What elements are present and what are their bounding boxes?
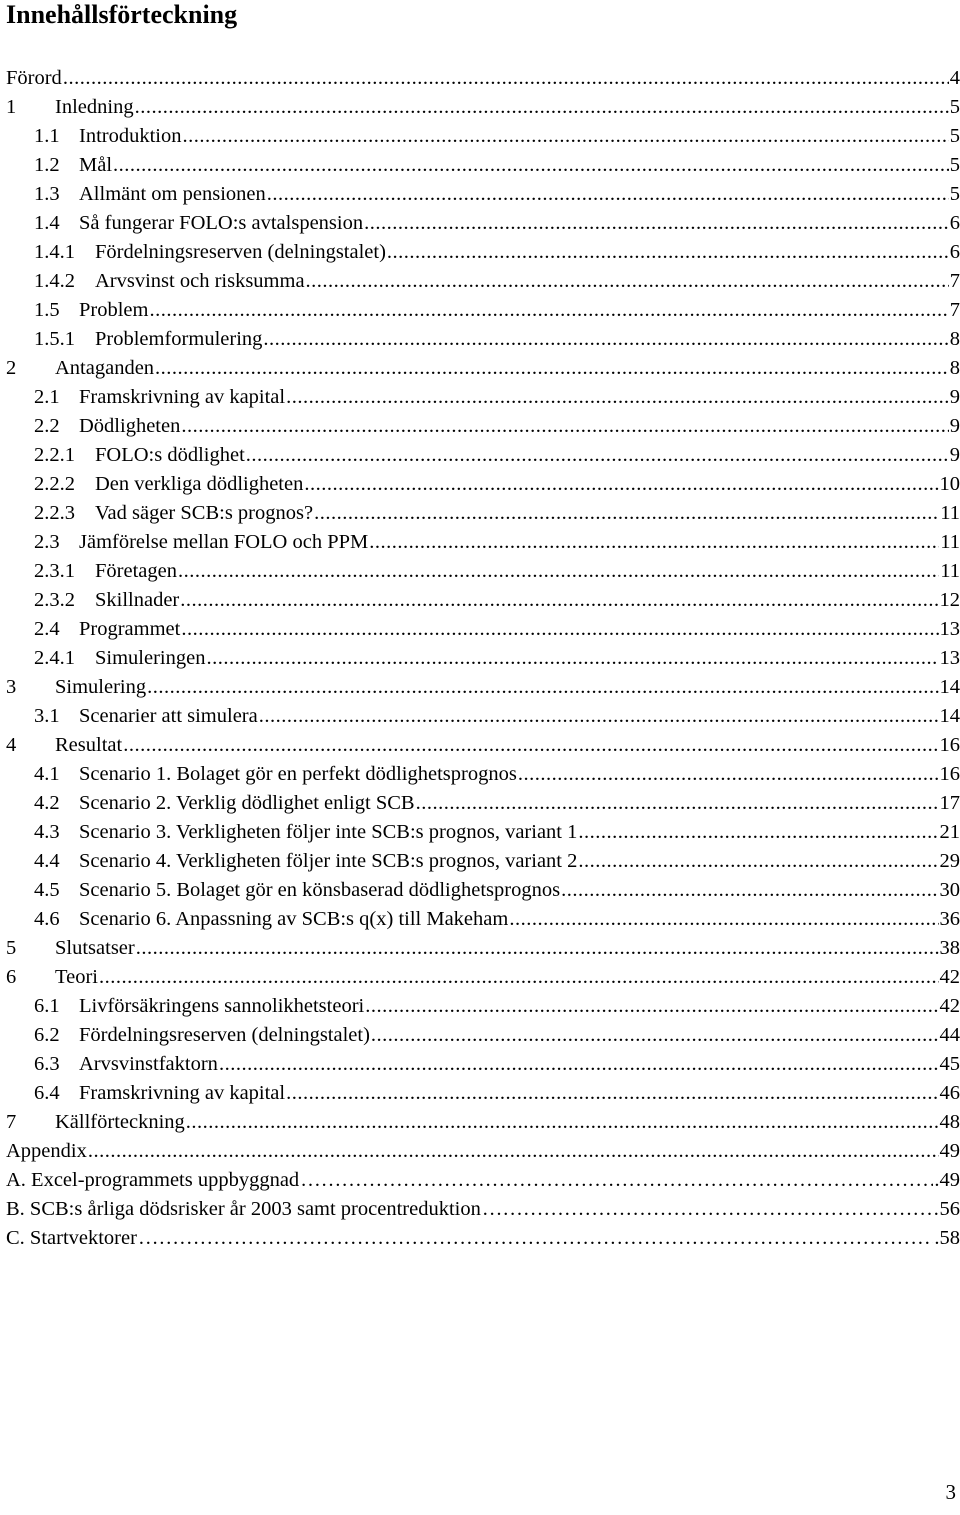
toc-entry-number: 1.4.2 bbox=[34, 270, 75, 292]
toc-entry-title: Scenario 3. Verkligheten följer inte SCB:s prognos, variant 1 bbox=[79, 821, 578, 843]
toc-entry[interactable] bbox=[6, 499, 960, 528]
toc-entry[interactable] bbox=[6, 238, 960, 267]
toc-entry-leader bbox=[365, 992, 938, 1021]
toc-entry-number: 2.4 bbox=[34, 618, 60, 640]
toc-entry-leader bbox=[286, 383, 949, 412]
toc-entry-page: 17 bbox=[939, 792, 960, 814]
toc-entry-page: 4 bbox=[949, 67, 960, 89]
toc-entry-leader bbox=[314, 499, 939, 528]
toc-entry-title: Scenario 1. Bolaget gör en perfekt dödlighetsprognos bbox=[79, 763, 517, 785]
toc-entry-page: 9 bbox=[949, 444, 960, 466]
toc-entry-number: 3 bbox=[6, 676, 17, 698]
toc-entry-title: Slutsatser bbox=[55, 937, 135, 959]
toc-entry-number: 1.5 bbox=[34, 299, 60, 321]
toc-entry-page: 6 bbox=[949, 212, 960, 234]
toc-entry-leader bbox=[371, 1021, 939, 1050]
toc-entry-number: 2.1 bbox=[34, 386, 60, 408]
toc-entry-leader bbox=[416, 789, 939, 818]
toc-entry-number: 4.4 bbox=[34, 850, 60, 872]
toc-entry-title: Fördelningsreserven (delningstalet) bbox=[79, 1024, 370, 1046]
toc-entry-number: 6.3 bbox=[34, 1053, 60, 1075]
toc-entry-title: Antaganden bbox=[55, 357, 155, 379]
toc-entry-page: 10 bbox=[939, 473, 960, 495]
toc-entry-title: Problem bbox=[79, 299, 149, 321]
toc-entry-page: 38 bbox=[939, 937, 960, 959]
toc-entry[interactable] bbox=[6, 1224, 960, 1253]
toc-entry-number: 2 bbox=[6, 357, 17, 379]
toc-entry-page: 5 bbox=[949, 96, 960, 118]
toc-entry-leader bbox=[364, 209, 949, 238]
toc-entry-number: 2.2 bbox=[34, 415, 60, 437]
toc-entry-number: 2.3.1 bbox=[34, 560, 75, 582]
toc-entry-number: 6 bbox=[6, 966, 17, 988]
toc-entry[interactable] bbox=[6, 615, 960, 644]
toc-entry-number: 2.2.3 bbox=[34, 502, 75, 524]
page-number: 3 bbox=[945, 1480, 956, 1504]
toc-entry-leader bbox=[369, 528, 939, 557]
toc-entry-page: 14 bbox=[939, 676, 960, 698]
toc-entry-title: Förord bbox=[6, 67, 62, 89]
toc-entry-leader bbox=[509, 905, 938, 934]
toc-entry-page: 44 bbox=[939, 1024, 960, 1046]
toc-entry-title: Fördelningsreserven (delningstalet) bbox=[95, 241, 386, 263]
toc-entry-page: .49 bbox=[934, 1169, 960, 1191]
toc-entry-title: Den verkliga dödligheten bbox=[95, 473, 304, 495]
toc-entry-page: 48 bbox=[939, 1111, 960, 1133]
toc-entry-page: 13 bbox=[939, 647, 960, 669]
toc-entry-page: 7 bbox=[949, 270, 960, 292]
toc-entry-leader bbox=[482, 1195, 939, 1224]
toc-entry-number: 1.2 bbox=[34, 154, 60, 176]
toc-entry-title: FOLO:s dödlighet bbox=[95, 444, 245, 466]
toc-entry-leader bbox=[387, 238, 949, 267]
toc-entry[interactable] bbox=[6, 151, 960, 180]
toc-entry-title: Appendix bbox=[6, 1140, 87, 1162]
toc-entry-leader bbox=[267, 180, 949, 209]
toc-entry[interactable] bbox=[6, 528, 960, 557]
toc-entry-leader bbox=[113, 151, 949, 180]
toc-entry-leader bbox=[286, 1079, 938, 1108]
toc-entry-leader bbox=[181, 615, 938, 644]
toc-entry-page: 9 bbox=[949, 415, 960, 437]
toc-entry-title: Programmet bbox=[79, 618, 181, 640]
toc-entry-leader bbox=[147, 673, 938, 702]
toc-entry-title: Framskrivning av kapital bbox=[79, 386, 286, 408]
toc-entry[interactable] bbox=[6, 1195, 960, 1224]
toc-entry-title: Arvsvinst och risksumma bbox=[95, 270, 305, 292]
toc-entry-number: 2.2.1 bbox=[34, 444, 75, 466]
toc-entry-leader bbox=[206, 644, 938, 673]
toc-entry-number: 6.4 bbox=[34, 1082, 60, 1104]
toc-entry-leader bbox=[300, 1166, 933, 1195]
toc-entry-number: 3.1 bbox=[34, 705, 60, 727]
toc-entry-leader bbox=[136, 934, 939, 963]
toc-entry-title: Scenarier att simulera bbox=[79, 705, 258, 727]
toc-entry-leader bbox=[306, 267, 949, 296]
toc-entry[interactable] bbox=[6, 93, 960, 122]
toc-entry[interactable] bbox=[6, 818, 960, 847]
toc-entry-title: Arvsvinstfaktorn bbox=[79, 1053, 218, 1075]
toc-entry[interactable] bbox=[6, 383, 960, 412]
toc-entry-leader bbox=[246, 441, 949, 470]
toc-entry-number: 4.1 bbox=[34, 763, 60, 785]
toc-entry-page: 5 bbox=[949, 183, 960, 205]
toc-entry[interactable] bbox=[6, 644, 960, 673]
toc-entry-leader bbox=[578, 818, 938, 847]
toc-entry-page: 30 bbox=[939, 879, 960, 901]
toc-entry-leader bbox=[63, 64, 949, 93]
toc-entry[interactable] bbox=[6, 876, 960, 905]
toc-entry-leader bbox=[259, 702, 939, 731]
toc-entry-page: 13 bbox=[939, 618, 960, 640]
toc-entry-title: Simulering bbox=[55, 676, 147, 698]
toc-entry-leader bbox=[135, 93, 949, 122]
toc-entry[interactable] bbox=[6, 354, 960, 383]
toc-entry-title: Scenario 6. Anpassning av SCB:s q(x) till Makeham bbox=[79, 908, 509, 930]
toc-entry-page: 46 bbox=[939, 1082, 960, 1104]
toc-entry[interactable] bbox=[6, 934, 960, 963]
toc-entry[interactable] bbox=[6, 64, 960, 93]
toc-entry-page: 8 bbox=[949, 357, 960, 379]
toc-entry-number: 1.1 bbox=[34, 125, 60, 147]
toc-entry-leader bbox=[219, 1050, 939, 1079]
toc-entry[interactable] bbox=[6, 441, 960, 470]
toc-entry-page: 11 bbox=[940, 502, 960, 524]
toc-entry-page: 16 bbox=[939, 734, 960, 756]
toc-entry-number: 6.2 bbox=[34, 1024, 60, 1046]
toc-entry-leader bbox=[178, 557, 939, 586]
toc-entry-title: B. SCB:s årliga dödsrisker år 2003 samt procentreduktion bbox=[6, 1198, 481, 1220]
toc-entry[interactable] bbox=[6, 557, 960, 586]
toc-entry-title: Vad säger SCB:s prognos? bbox=[95, 502, 314, 524]
toc-entry-page: 14 bbox=[939, 705, 960, 727]
toc-entry[interactable] bbox=[6, 702, 960, 731]
toc-entry-number: 4.5 bbox=[34, 879, 60, 901]
toc-entry[interactable] bbox=[6, 905, 960, 934]
toc-entry-number: 4.6 bbox=[34, 908, 60, 930]
toc-entry-number: 4 bbox=[6, 734, 17, 756]
toc-entry-title: Mål bbox=[79, 154, 113, 176]
toc-entry-number: 2.3 bbox=[34, 531, 60, 553]
toc-entry[interactable] bbox=[6, 1108, 960, 1137]
toc-entry-number: 1.3 bbox=[34, 183, 60, 205]
toc-entry-leader bbox=[88, 1137, 939, 1166]
toc-entry-title: Dödligheten bbox=[79, 415, 181, 437]
toc-entry-page: .58 bbox=[934, 1227, 960, 1249]
toc-entry-title: Företagen bbox=[95, 560, 177, 582]
toc-entry[interactable] bbox=[6, 209, 960, 238]
toc-entry-number: 1.5.1 bbox=[34, 328, 75, 350]
toc-entry-leader bbox=[578, 847, 938, 876]
toc-entry-title: Allmänt om pensionen bbox=[79, 183, 266, 205]
toc-entry-title: A. Excel-programmets uppbyggnad bbox=[6, 1169, 300, 1191]
toc-entry-leader bbox=[138, 1224, 933, 1253]
toc-entry-title: Källförteckning bbox=[55, 1111, 185, 1133]
toc-entry-page: 5 bbox=[949, 125, 960, 147]
toc-entry-title: Livförsäkringens sannolikhetsteori bbox=[79, 995, 365, 1017]
toc-entry[interactable] bbox=[6, 586, 960, 615]
toc-entry-number: 2.3.2 bbox=[34, 589, 75, 611]
toc-entry-leader bbox=[263, 325, 948, 354]
toc-entry[interactable] bbox=[6, 267, 960, 296]
toc-entry[interactable] bbox=[6, 1079, 960, 1108]
toc-entry-number: 1.4 bbox=[34, 212, 60, 234]
toc-entry-leader bbox=[183, 122, 949, 151]
toc-entry-title: Teori bbox=[55, 966, 98, 988]
toc-entry[interactable] bbox=[6, 1166, 960, 1195]
toc-entry-title: Resultat bbox=[55, 734, 123, 756]
toc-entry[interactable] bbox=[6, 789, 960, 818]
toc-entry[interactable] bbox=[6, 1021, 960, 1050]
toc-entry[interactable] bbox=[6, 412, 960, 441]
toc-entry-page: 45 bbox=[939, 1053, 960, 1075]
toc-entry-leader bbox=[180, 586, 938, 615]
toc-entry-title: Så fungerar FOLO:s avtalspension bbox=[79, 212, 364, 234]
toc-entry-page: 36 bbox=[939, 908, 960, 930]
toc-entry-title: C. Startvektorer bbox=[6, 1227, 137, 1249]
toc-entry-title: Introduktion bbox=[79, 125, 182, 147]
toc-entry[interactable] bbox=[6, 470, 960, 499]
toc-entry-page: 21 bbox=[939, 821, 960, 843]
toc-entry[interactable] bbox=[6, 731, 960, 760]
toc-entry-page: 11 bbox=[940, 560, 960, 582]
toc-entry-number: 1 bbox=[6, 96, 17, 118]
toc-entry[interactable] bbox=[6, 1137, 960, 1166]
toc-entry-number: 5 bbox=[6, 937, 17, 959]
toc-entry-page: 42 bbox=[939, 966, 960, 988]
toc-entry-page: 49 bbox=[939, 1140, 960, 1162]
toc-entry-page: 6 bbox=[949, 241, 960, 263]
toc-entry-number: 4.3 bbox=[34, 821, 60, 843]
toc-entry-title: Skillnader bbox=[95, 589, 180, 611]
toc-entry-number: 2.2.2 bbox=[34, 473, 75, 495]
toc-entry-leader bbox=[155, 354, 949, 383]
toc-entry-page: 11 bbox=[940, 531, 960, 553]
toc-entry-page: 12 bbox=[939, 589, 960, 611]
toc-entry[interactable] bbox=[6, 847, 960, 876]
toc-entry-title: Scenario 4. Verkligheten följer inte SCB:s prognos, variant 2 bbox=[79, 850, 578, 872]
toc-entry-page: 56 bbox=[939, 1198, 960, 1220]
toc-entry-page: 16 bbox=[939, 763, 960, 785]
toc-entry-page: 8 bbox=[949, 328, 960, 350]
toc-entry-title: Simuleringen bbox=[95, 647, 206, 669]
toc-entry[interactable] bbox=[6, 1050, 960, 1079]
toc-entry-title: Inledning bbox=[55, 96, 134, 118]
toc-entry-title: Problemformulering bbox=[95, 328, 263, 350]
toc-entry-leader bbox=[561, 876, 938, 905]
toc-entry-title: Scenario 5. Bolaget gör en könsbaserad dödlighetsprognos bbox=[79, 879, 561, 901]
toc-entry[interactable] bbox=[6, 963, 960, 992]
toc-entry-leader bbox=[149, 296, 948, 325]
toc-entry-title: Framskrivning av kapital bbox=[79, 1082, 286, 1104]
toc-entry-leader bbox=[186, 1108, 939, 1137]
toc-entry[interactable] bbox=[6, 325, 960, 354]
toc-entry-leader bbox=[181, 412, 948, 441]
toc-entry-leader bbox=[304, 470, 938, 499]
toc-entry[interactable] bbox=[6, 992, 960, 1021]
toc-entry-page: 29 bbox=[939, 850, 960, 872]
toc-entry-number: 6.1 bbox=[34, 995, 60, 1017]
toc-entry-number: 1.4.1 bbox=[34, 241, 75, 263]
toc-entry[interactable] bbox=[6, 296, 960, 325]
toc-entry-page: 42 bbox=[939, 995, 960, 1017]
toc-entry-page: 5 bbox=[949, 154, 960, 176]
toc-entry-title: Jämförelse mellan FOLO och PPM bbox=[79, 531, 369, 553]
toc-entry-number: 7 bbox=[6, 1111, 17, 1133]
toc-entry[interactable] bbox=[6, 673, 960, 702]
toc-entry-number: 4.2 bbox=[34, 792, 60, 814]
toc-title: Innehållsförteckning bbox=[6, 0, 238, 29]
toc-entry-title: Scenario 2. Verklig dödlighet enligt SCB bbox=[79, 792, 415, 814]
toc-entry[interactable] bbox=[6, 760, 960, 789]
toc-entry[interactable] bbox=[6, 180, 960, 209]
toc-entry-leader bbox=[518, 760, 939, 789]
toc-entry-number: 2.4.1 bbox=[34, 647, 75, 669]
toc-entry-leader bbox=[123, 731, 938, 760]
toc-entry-page: 9 bbox=[949, 386, 960, 408]
toc-entry[interactable] bbox=[6, 122, 960, 151]
toc-entry-page: 7 bbox=[949, 299, 960, 321]
toc-entry-leader bbox=[99, 963, 939, 992]
